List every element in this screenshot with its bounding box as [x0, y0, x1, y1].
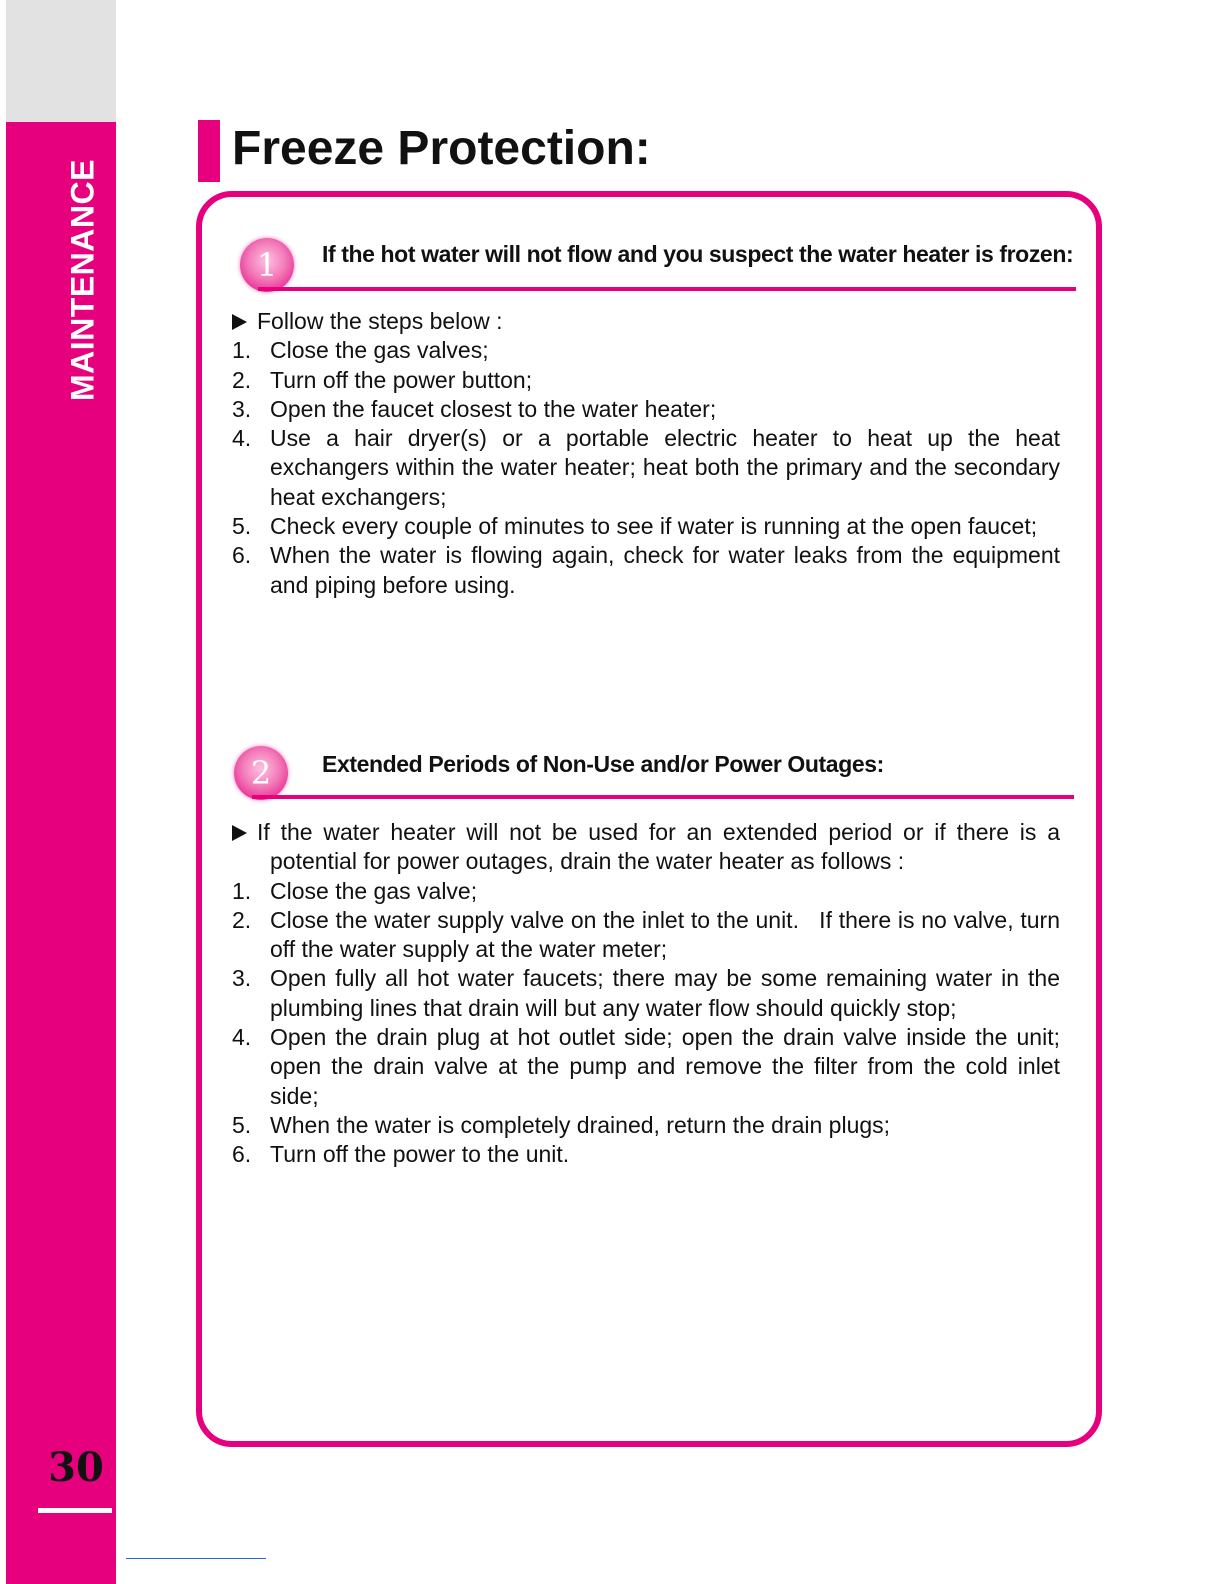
list-intro	[232, 307, 1060, 336]
intro-text: Follow the steps below :	[257, 308, 503, 334]
page-number-underline	[38, 1508, 112, 1513]
list-item: 3. Open the faucet closest to the water heater;	[232, 395, 1060, 424]
list-item: 4. Open the drain plug at hot outlet side; open the drain valve inside the unit; open the drain valve at the pump and remove the filter from the cold inlet side;	[232, 1023, 1060, 1111]
list-item: 1. Close the gas valves;	[232, 336, 1060, 365]
intro-text: If the water heater will not be used for an extended period or if there is a potential for power outages, drain the water heater as follows :	[257, 819, 1060, 875]
step-text: Open the drain plug at hot outlet side; open the drain valve inside the unit; open the drain valve at the pump and remove the filter from the cold inlet side;	[270, 1024, 1060, 1109]
list-item: 3. Open fully all hot water faucets; there may be some remaining water in the plumbing lines that drain will but any water flow should quickly stop;	[232, 964, 1060, 1023]
step-text: Check every couple of minutes to see if water is running at the open faucet;	[270, 513, 1038, 540]
step-text: Close the water supply valve on the inlet to the unit. If there is no valve, turn off the water supply at the water meter;	[270, 906, 1067, 963]
step-text: Close the gas valve;	[270, 877, 478, 904]
list-item: 1. Close the gas valve;	[232, 877, 1060, 906]
list-item: 2. Turn off the power button;	[232, 366, 1060, 395]
step-text: Open fully all hot water faucets; there may be some remaining water in the plumbing lines that drain will but any water flow should quickly stop;	[270, 965, 1060, 1021]
list-item: 5. When the water is completely drained, return the drain plugs;	[232, 1111, 1060, 1140]
list-intro	[232, 818, 1060, 877]
step-list	[232, 818, 1067, 1170]
step-text: When the water is flowing again, check for water leaks from the equipment and piping before using.	[270, 542, 1060, 598]
section-number-badge: 2	[234, 746, 288, 800]
list-item: 5. Check every couple of minutes to see if water is running at the open faucet;	[232, 512, 1060, 541]
list-item: 4. Use a hair dryer(s) or a portable electric heater to heat up the heat exchangers within the water heater; heat both the primary and the secondary heat exchangers;	[232, 424, 1060, 512]
sidebar-section-label: MAINTENANCE	[64, 159, 101, 401]
page-title: Freeze Protection:	[232, 122, 651, 175]
section-number-badge: 1	[240, 238, 294, 292]
step-text: Turn off the power to the unit.	[270, 1141, 570, 1168]
triangle-bullet-icon	[232, 314, 247, 330]
step-text: Open the faucet closest to the water heater;	[270, 395, 717, 422]
list-item: 6. Turn off the power to the unit.	[232, 1140, 1060, 1169]
section-heading: If the hot water will not flow and you suspect the water heater is frozen:	[322, 241, 1074, 267]
step-text: Use a hair dryer(s) or a portable electric heater to heat up the heat exchangers within the water heater; heat both the primary and the secondary heat exchangers;	[270, 425, 1060, 510]
step-text: Close the gas valves;	[270, 337, 489, 364]
section-divider	[252, 795, 1074, 799]
step-list	[232, 307, 1060, 600]
step-text: When the water is completely drained, return the drain plugs;	[270, 1111, 891, 1138]
step-text: Turn off the power button;	[270, 366, 533, 393]
page-number: 30	[48, 1444, 104, 1491]
triangle-bullet-icon	[232, 825, 247, 841]
section-divider	[258, 287, 1076, 291]
list-item: 6. When the water is flowing again, check for water leaks from the equipment and piping before using.	[232, 541, 1060, 600]
footer-rule	[126, 1558, 266, 1559]
sidebar-top-block	[6, 0, 116, 122]
title-accent-bar	[198, 120, 220, 182]
list-item: 2. Close the water supply valve on the inlet to the unit. If there is no valve, turn off the water supply at the water meter;	[232, 906, 1060, 965]
section-heading: Extended Periods of Non-Use and/or Power Outages:	[322, 751, 884, 777]
